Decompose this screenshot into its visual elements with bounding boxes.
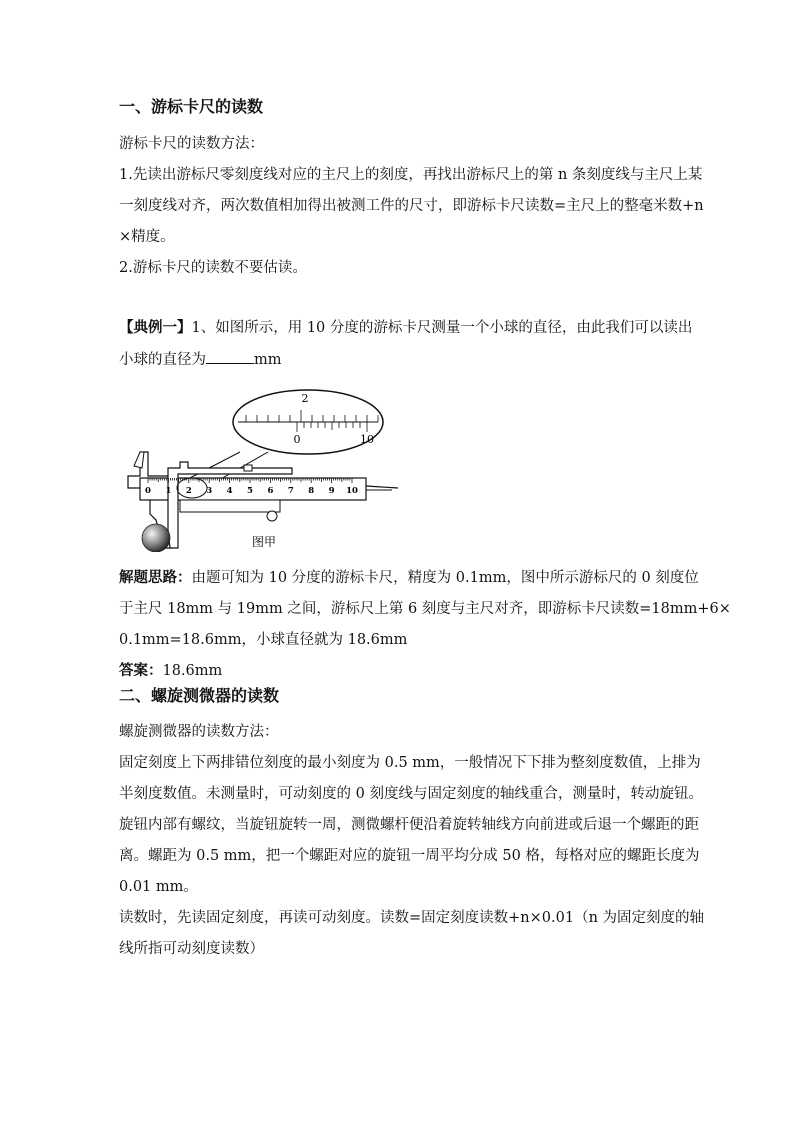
answer-line — [119, 661, 222, 681]
main-scale-label: 0 — [145, 486, 151, 496]
main-scale-label: 8 — [308, 486, 315, 496]
caliper-upper-jaw — [134, 452, 144, 468]
example1-tag: 【典例一】 — [119, 319, 192, 336]
section2-p1-line1: 固定刻度上下两排错位刻度的最小刻度为 0.5 mm，一般情况下下排为整刻度数值，上排为 — [119, 755, 701, 771]
main-scale-label: 3 — [206, 486, 213, 496]
magnifier-vernier-label-0: 0 — [293, 433, 301, 446]
main-scale-label: 4 — [226, 486, 233, 496]
main-scale-label: 5 — [247, 486, 253, 496]
section2-p1-line4: 离。螺距为 0.5 mm，把一个螺距对应的旋钮一周平均分成 50 格，每格对应的螺距长度为 — [119, 848, 700, 864]
main-scale-label: 10 — [346, 486, 358, 496]
section2-p2-line2: 线所指可动刻度读数） — [119, 941, 264, 957]
section2-p1-line2: 半刻度数值。未测量时，可动刻度的 0 刻度线与固定刻度的轴线重合，测量时，转动旋钮。 — [119, 786, 703, 802]
main-scale-label: 6 — [267, 486, 274, 496]
ball-under-measurement — [142, 524, 170, 552]
example1-prefix: 小球的直径为 — [119, 352, 206, 368]
magnifier-top-label: 2 — [301, 392, 309, 405]
solution-label: 解题思路： — [119, 569, 192, 586]
figure-caption: 图甲 — [251, 535, 277, 549]
example1-line1 — [119, 318, 692, 338]
section2-p1-line3: 旋钮内部有螺纹，当旋钮旋转一周，测微螺杆便沿着旋转轴线方向前进或后退一个螺距的距 — [119, 817, 699, 833]
depth-rod — [366, 486, 398, 488]
rule1-line1: 1.先读出游标尺零刻度线对应的主尺上的刻度，再找出游标尺上的第 n 条刻度线与主尺上某 — [119, 167, 703, 183]
rule1-line3: ×精度。 — [119, 229, 175, 245]
section2-p2-line1: 读数时，先读固定刻度，再读可动刻度。读数=固定刻度读数+n×0.01（n 为固定刻度的轴 — [119, 910, 705, 926]
lock-screw — [244, 465, 252, 471]
rule1-line2: 一刻度线对齐，两次数值相加得出被测工件的尺寸，即游标卡尺读数=主尺上的整毫米数+n — [119, 198, 704, 214]
answer-label: 答案： — [119, 662, 163, 679]
main-scale-label: 7 — [287, 486, 294, 496]
answer-blank — [206, 349, 254, 364]
main-scale-label: 1 — [165, 486, 172, 496]
example1-unit: mm — [254, 352, 282, 368]
main-scale-label: 2 — [185, 486, 192, 496]
section2-p1-line5: 0.01 mm。 — [119, 879, 198, 895]
rule2: 2.游标卡尺的读数不要估读。 — [119, 260, 307, 276]
section1-method-title: 游标卡尺的读数方法： — [119, 136, 264, 152]
magnifier-vernier-label-10: 10 — [360, 433, 374, 446]
section1-heading: 一、游标卡尺的读数 — [119, 97, 264, 116]
thumb-wheel — [267, 511, 277, 521]
section2-heading: 二、螺旋测微器的读数 — [119, 686, 280, 705]
solution-line1 — [119, 568, 699, 588]
vernier-plate — [180, 500, 280, 512]
example1-line1-text: 1、如图所示，用 10 分度的游标卡尺测量一个小球的直径，由此我们可以读出 — [191, 320, 693, 336]
vernier-caliper-figure — [120, 380, 410, 552]
solution-line2: 于主尺 18mm 与 19mm 之间，游标尺上第 6 刻度与主尺对齐，即游标卡尺读数=18mm+6× — [119, 601, 731, 617]
example1-line2 — [119, 349, 282, 370]
solution-line3: 0.1mm=18.6mm，小球直径就为 18.6mm — [119, 632, 408, 648]
answer-value: 18.6mm — [162, 663, 223, 679]
section2-method-title: 螺旋测微器的读数方法： — [119, 724, 279, 740]
main-scale-label: 9 — [328, 486, 335, 496]
solution-line1-text: 由题可知为 10 分度的游标卡尺，精度为 0.1mm，图中所示游标尺的 0 刻度位 — [191, 570, 699, 586]
